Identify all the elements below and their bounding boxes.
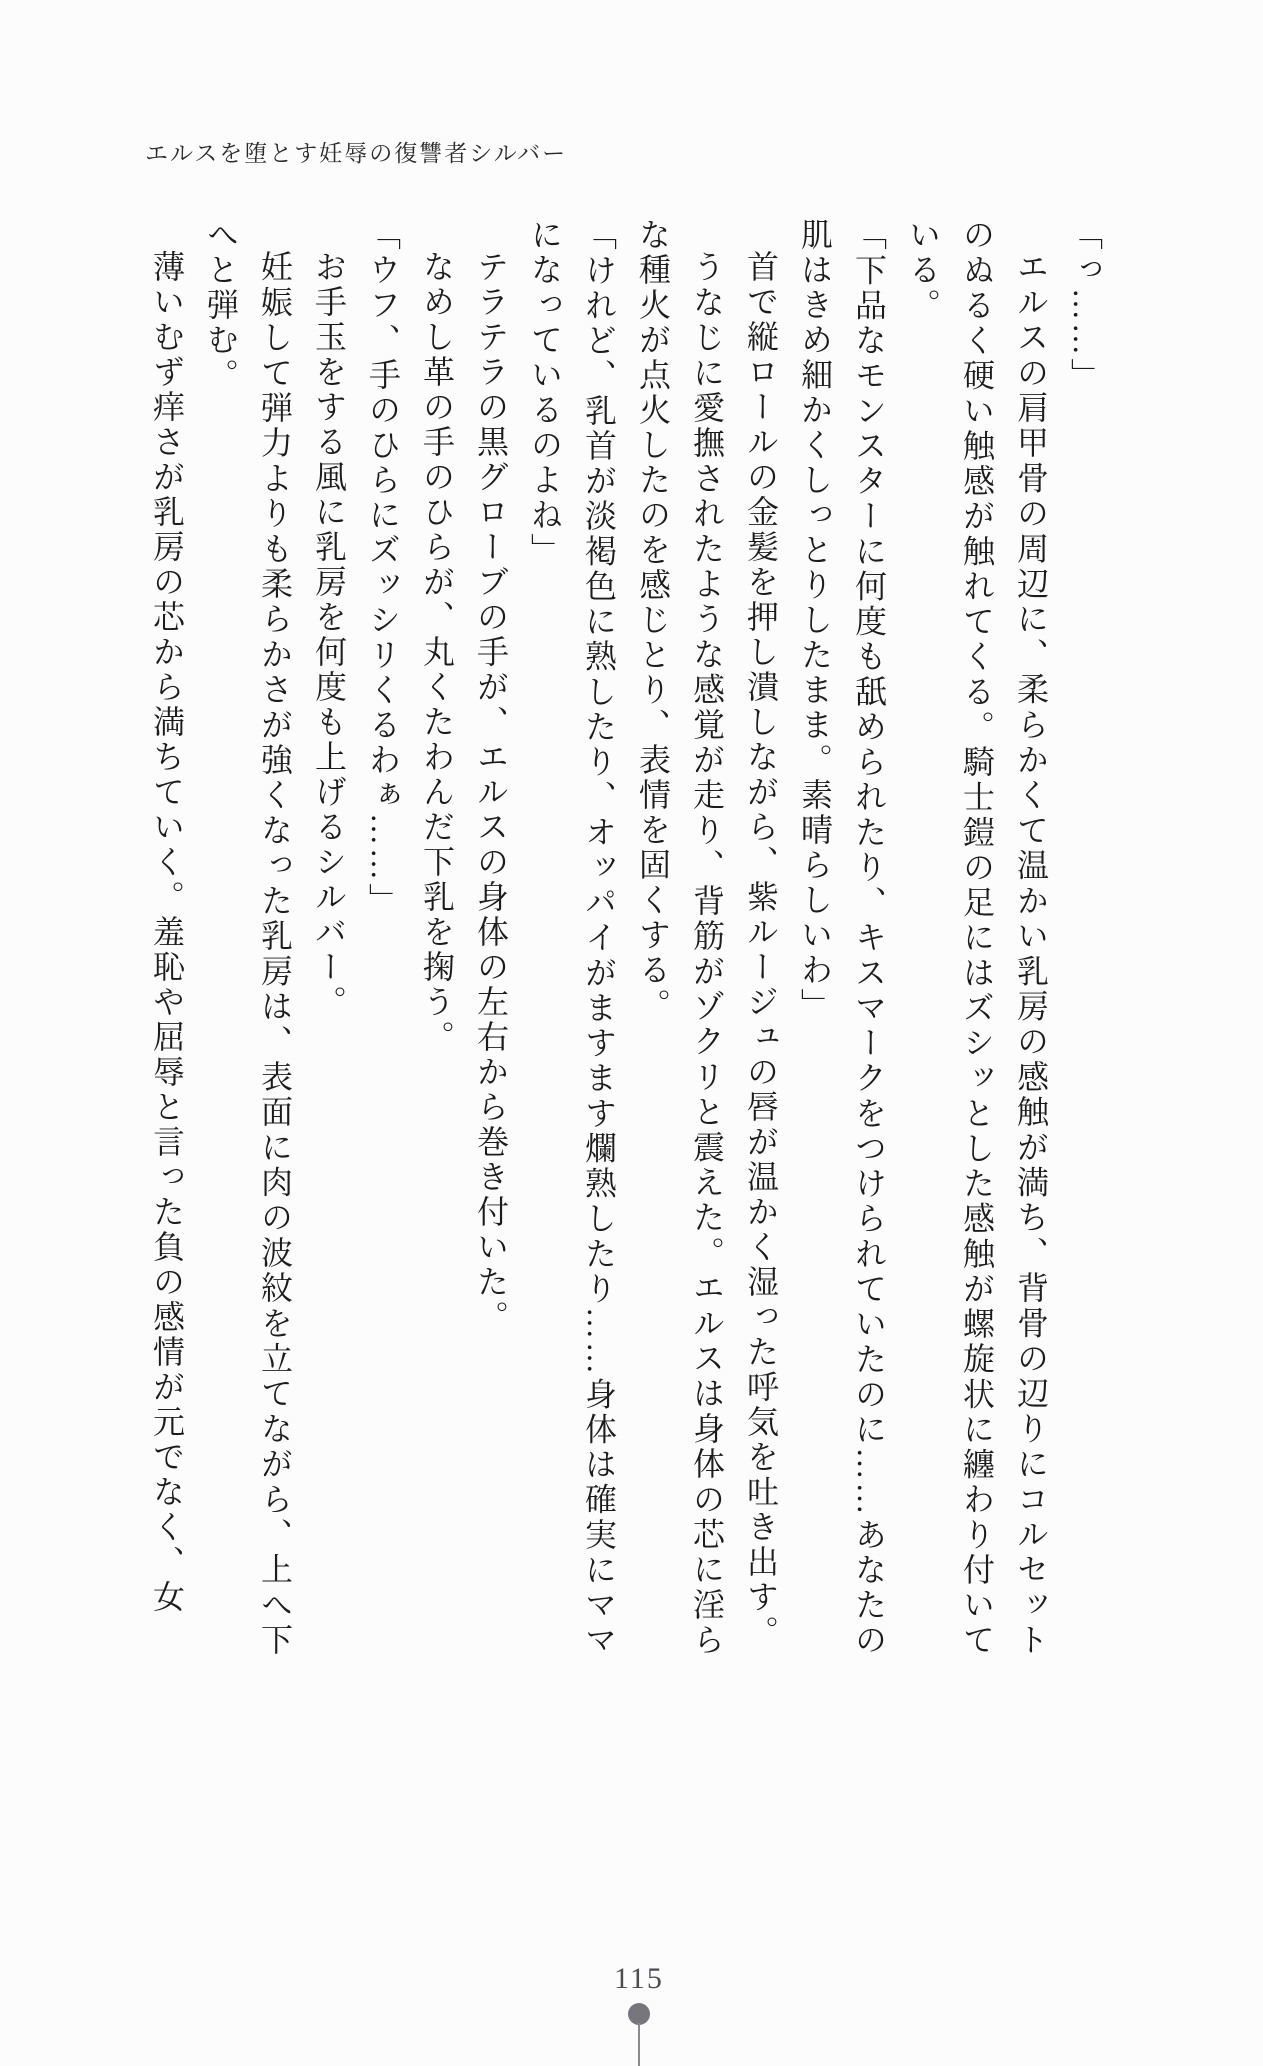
bookmark-dot-ornament	[628, 2003, 650, 2025]
paragraph: うなじに愛撫されたような感覚が走り、背筋がゾクリと震えた。エルスは身体の芯に淫らな種火が点火したのを感じとり、表情を固くする。	[635, 218, 725, 1658]
paragraph: なめし革の手のひらが、丸くたわんだ下乳を掬う。	[419, 250, 455, 1055]
paragraph: 「っ……」	[1067, 218, 1103, 393]
paragraph: テラテラの黒グローブの手が、エルスの身体の左右から巻き付いた。	[473, 250, 509, 1335]
paragraph: 「ウフ、手のひらにズッシリくるわぁ……」	[365, 218, 401, 918]
paragraph: お手玉をする風に乳房を何度も上げるシルバー。	[311, 250, 347, 1020]
paragraph: エルスの肩甲骨の周辺に、柔らかくて温かい乳房の感触が満ち、背骨の辺りにコルセットのぬるく硬い触感が触れてくる。騎士鎧の足にはズシッとした感触が螺旋状に纏わり付いている。	[905, 218, 1049, 1659]
paragraph: 妊娠して弾力よりも柔らかさが強くなった乳房は、表面に肉の波紋を立てながら、上へ下へと弾む。	[203, 218, 293, 1658]
page-number: 115	[614, 1962, 664, 1995]
paragraph: 「下品なモンスターに何度も舐められたり、キスマークをつけられていたのに……あなたの肌はきめ細かくしっとりしたまま。素晴らしいわ」	[797, 218, 887, 1658]
paragraph: 首で縦ロールの金髪を押し潰しながら、紫ルージュの唇が温かく湿った呼気を吐き出す。	[743, 250, 779, 1650]
paragraph: 薄いむず痒さが乳房の芯から満ちていく。羞恥や屈辱と言った負の感情が元でなく、女	[149, 250, 185, 1615]
body-text-block	[102, 218, 1112, 1658]
bookmark-stem-ornament	[638, 2023, 640, 2066]
paragraph: 「けれど、乳首が淡褐色に熟したり、オッパイがますます爛熟したり……身体は確実にママになっているのよね」	[527, 218, 617, 1659]
running-header-title: エルスを堕とす妊辱の復讐者シルバー	[145, 141, 568, 166]
